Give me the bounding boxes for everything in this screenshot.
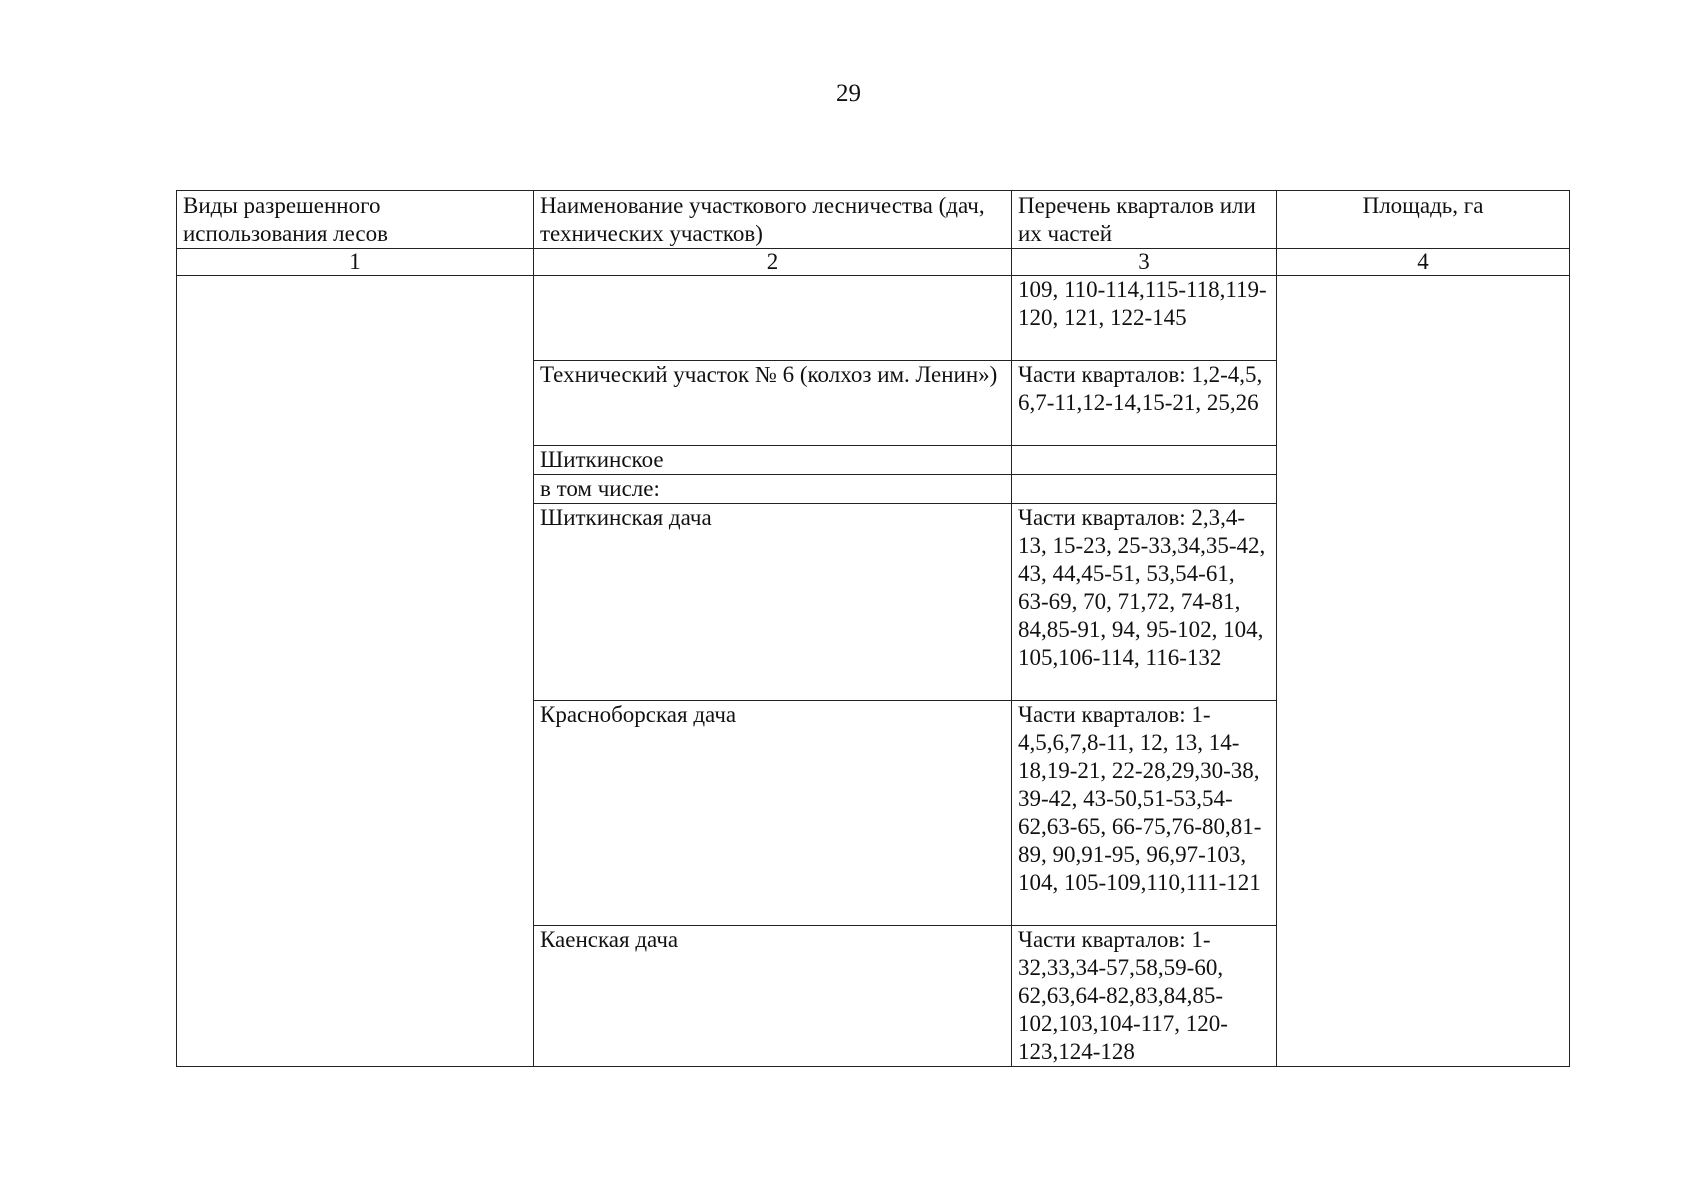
forestry-name-cell: Шиткинская дача bbox=[534, 504, 1012, 701]
table-header-row bbox=[177, 191, 1570, 249]
column-number: 4 bbox=[1277, 249, 1570, 276]
forestry-name-cell: Каенская дача bbox=[534, 926, 1012, 1067]
table-row bbox=[177, 276, 1570, 361]
forestry-name-cell: Технический участок № 6 (колхоз им. Ленин») bbox=[534, 361, 1012, 446]
area-cell bbox=[1277, 276, 1570, 1067]
column-number: 1 bbox=[177, 249, 534, 276]
quarters-cell: Части кварталов: 2,3,4-13, 15-23, 25-33,34,35-42, 43, 44,45-51, 53,54-61, 63-69, 70, 71,72, 74-81, 84,85-91, 94, 95-102, 104, 105,106-114, 116-132 bbox=[1012, 504, 1277, 701]
header-usage-type: Виды разрешенного использования лесов bbox=[177, 191, 534, 249]
column-number: 2 bbox=[534, 249, 1012, 276]
forestry-name-cell: Шиткинское bbox=[534, 446, 1012, 475]
forest-use-table bbox=[176, 190, 1570, 1067]
quarters-cell: Части кварталов: 1,2-4,5, 6,7-11,12-14,15-21, 25,26 bbox=[1012, 361, 1277, 446]
header-area: Площадь, га bbox=[1277, 191, 1570, 249]
quarters-cell: 109, 110-114,115-118,119-120, 121, 122-145 bbox=[1012, 276, 1277, 361]
forestry-name-cell: Красноборская дача bbox=[534, 701, 1012, 926]
column-number: 3 bbox=[1012, 249, 1277, 276]
column-number-row bbox=[177, 249, 1570, 276]
header-forestry-name: Наименование участкового лесничества (дач, технических участков) bbox=[534, 191, 1012, 249]
usage-type-cell bbox=[177, 276, 534, 1067]
quarters-cell: Части кварталов: 1-4,5,6,7,8-11, 12, 13, 14-18,19-21, 22-28,29,30-38, 39-42, 43-50,51-53,54-62,63-65, 66-75,76-80,81-89, 90,91-95, 96,97-103, 104, 105-109,110,111-121 bbox=[1012, 701, 1277, 926]
page-number: 29 bbox=[836, 80, 861, 107]
forestry-name-cell: в том числе: bbox=[534, 475, 1012, 504]
quarters-cell bbox=[1012, 446, 1277, 475]
forestry-name-cell bbox=[534, 276, 1012, 361]
quarters-cell bbox=[1012, 475, 1277, 504]
header-quarters-list: Перечень кварталов или их частей bbox=[1012, 191, 1277, 249]
quarters-cell: Части кварталов: 1-32,33,34-57,58,59-60, 62,63,64-82,83,84,85-102,103,104-117, 120-123,124-128 bbox=[1012, 926, 1277, 1067]
